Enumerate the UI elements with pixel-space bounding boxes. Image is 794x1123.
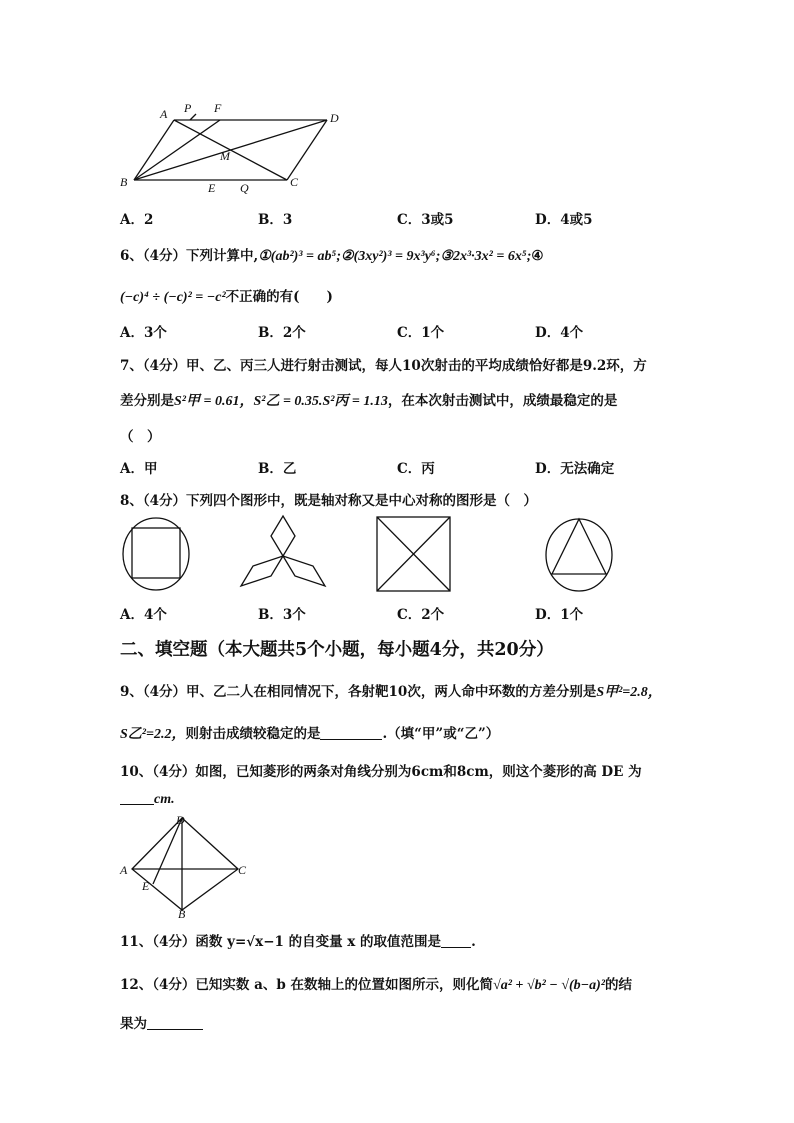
q12-line2-text: 果为 xyxy=(120,1016,147,1032)
q5-option-c[interactable]: C．3或5 xyxy=(397,212,454,228)
q6-line-2 xyxy=(120,285,333,306)
q6-line2-math: (−c)⁴ ÷ (−c)² = −c² xyxy=(120,290,226,305)
q8-figure-circle-triangle xyxy=(542,512,618,596)
q11-answer-blank[interactable] xyxy=(441,935,471,948)
q8-figure-three-rhombi xyxy=(236,512,330,592)
q10-line2-end: cm. xyxy=(154,792,175,807)
q11-end: . xyxy=(471,934,476,950)
q8-question: 8、（4分）下列四个图形中，既是轴对称又是中心对称的图形是（ ） xyxy=(120,493,538,509)
q6-item-2: ②(3xy²)³ = 9x³y⁶; xyxy=(341,249,441,264)
q7-line2-suffix: ，在本次射击测试中，成绩最稳定的是 xyxy=(387,393,618,409)
q10-label-d: D xyxy=(176,813,185,827)
q9-line2-end: .（填“甲”或“乙”） xyxy=(382,726,500,742)
q5-option-b[interactable]: B．3 xyxy=(258,212,293,228)
q9-variance-yi: S乙²=2.2， xyxy=(120,727,186,742)
q10-rhombus-figure xyxy=(116,810,248,920)
q6-option-b[interactable]: B．2个 xyxy=(258,325,306,341)
q6-option-a[interactable]: A．3个 xyxy=(120,325,167,341)
q8-option-d[interactable]: D．1个 xyxy=(535,607,584,623)
q6-option-d[interactable]: D．4个 xyxy=(535,325,584,341)
q5-option-a[interactable]: A．2 xyxy=(120,212,154,228)
q7-option-c[interactable]: C．丙 xyxy=(397,461,435,477)
q10-label-c: C xyxy=(238,863,247,877)
q10-answer-blank[interactable] xyxy=(120,792,154,805)
q7-line2-prefix: 差分别是 xyxy=(120,393,174,409)
q9-line1-text: 9、（4分）甲、乙二人在相同情况下，各射靶10次，两人命中环数的方差分别是 xyxy=(120,684,597,700)
q10-line-1: 10、（4分）如图，已知菱形的两条对角线分别为6cm和8cm，则这个菱形的高 DE 为 xyxy=(120,764,642,780)
q7-option-d[interactable]: D．无法确定 xyxy=(535,461,615,477)
q5-option-d[interactable]: D．4或5 xyxy=(535,212,593,228)
q12-line-2 xyxy=(120,1012,203,1032)
q8-option-c[interactable]: C．2个 xyxy=(397,607,445,623)
q6-item-3: ③2x³·3x² = 6x⁵; xyxy=(440,249,532,264)
q7-variance-yi: S²乙 = 0.35. xyxy=(253,394,323,409)
q7-option-b[interactable]: B．乙 xyxy=(258,461,297,477)
q7-line-2 xyxy=(120,389,617,410)
q8-figure-square-diagonals xyxy=(374,514,454,594)
q7-variance-bing: S²丙 = 1.13 xyxy=(322,394,388,409)
q5-label-c: C xyxy=(290,175,299,189)
q5-label-d: D xyxy=(330,111,339,125)
q10-label-e: E xyxy=(142,879,150,893)
q7-line-1: 7、（4分）甲、乙、丙三人进行射击测试，每人10次射击的平均成绩恰好都是9.2环，方 xyxy=(120,358,647,374)
q11-text: 11、（4分）函数 y=√x−1 的自变量 x 的取值范围是 xyxy=(120,934,442,950)
q8-option-a[interactable]: A．4个 xyxy=(120,607,167,623)
q11-question xyxy=(120,930,476,950)
q6-item-1: ①(ab²)³ = ab⁵; xyxy=(258,249,342,264)
q9-answer-blank[interactable] xyxy=(320,727,382,740)
q8-option-b[interactable]: B．3个 xyxy=(258,607,306,623)
q12-line-1 xyxy=(120,973,632,994)
q5-label-p: P xyxy=(184,101,192,115)
q9-line2-text: 则射击成绩较稳定的是 xyxy=(185,726,321,742)
q12-answer-blank[interactable] xyxy=(147,1017,203,1030)
q9-line-1 xyxy=(120,680,662,701)
q6-line-1 xyxy=(120,244,544,265)
q5-label-q: Q xyxy=(240,181,249,195)
q10-line-2 xyxy=(120,791,175,808)
q7-option-a[interactable]: A．甲 xyxy=(120,461,158,477)
q8-figure-circle-square xyxy=(118,512,198,596)
q9-variance-jia: S甲²=2.8， xyxy=(596,685,662,700)
q6-prefix: 6、（4分）下列计算中, xyxy=(120,248,259,264)
q12-line1-suffix: 的结 xyxy=(604,977,632,993)
q6-option-c[interactable]: C．1个 xyxy=(397,325,445,341)
q6-line2-text: 不正确的有( ) xyxy=(225,289,333,305)
q5-parallelogram-figure xyxy=(112,98,352,198)
q5-label-f: F xyxy=(214,101,222,115)
q5-label-a: A xyxy=(160,107,168,121)
q9-line-2 xyxy=(120,722,499,743)
q12-line1-prefix: 12、（4分）已知实数 a、b 在数轴上的位置如图所示，则化简 xyxy=(120,977,494,993)
q10-label-b: B xyxy=(178,907,186,920)
q6-item-4: ④ xyxy=(531,248,544,264)
section-2-title: 二、填空题（本大题共5个小题，每小题4分，共20分） xyxy=(120,640,554,660)
q7-variance-jia: S²甲 = 0.61， xyxy=(174,394,254,409)
q5-label-m: M xyxy=(220,149,230,163)
q5-label-e: E xyxy=(208,181,216,195)
q7-line-3: （ ） xyxy=(120,429,161,445)
q10-label-a: A xyxy=(120,863,128,877)
q12-expression: √a² + √b² − √(b−a)² xyxy=(493,978,605,993)
q5-label-b: B xyxy=(120,175,128,189)
